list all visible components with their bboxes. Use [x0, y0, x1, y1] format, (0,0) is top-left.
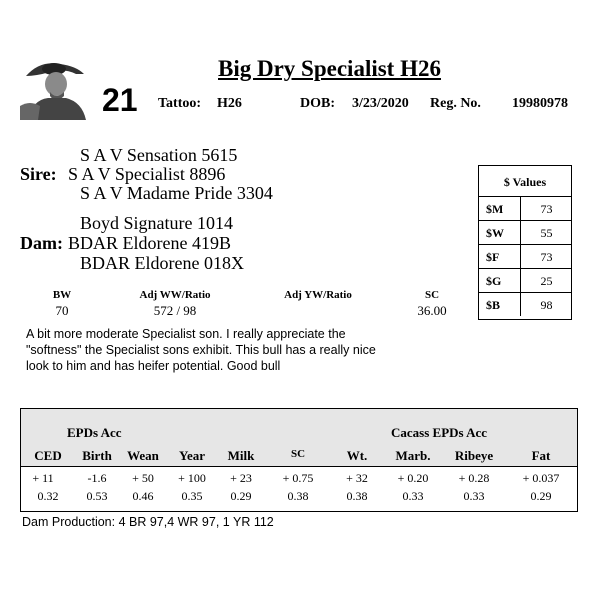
reg-value: 19980978: [512, 96, 568, 111]
epd-value: + 100: [178, 471, 206, 485]
epd-table: [20, 408, 578, 512]
sc-value: 36.00: [417, 303, 447, 318]
dob-label: DOB:: [300, 96, 335, 111]
tattoo-label: Tattoo:: [158, 96, 202, 111]
dollar-value: 73: [540, 250, 553, 264]
epd-group-label: EPDs Acc: [67, 425, 122, 440]
dollar-values-header: $ Values: [479, 166, 571, 197]
epd-value: + 0.037: [522, 471, 560, 485]
dam-sire: Boyd Signature 1014: [80, 213, 233, 233]
dam-production: Dam Production: 4 BR 97,4 WR 97, 1 YR 112: [22, 515, 274, 529]
dollar-value-row: [479, 221, 571, 245]
dob-value: 3/23/2020: [352, 96, 409, 111]
dollar-values-table: [478, 165, 572, 320]
epd-col-header: Fat: [531, 448, 551, 463]
epd-accuracy: 0.32: [37, 489, 59, 503]
lot-number: 21: [102, 82, 138, 118]
cowboy-photo: [20, 56, 90, 120]
dollar-value-key: $B: [479, 293, 521, 316]
sire-label: Sire:: [20, 164, 57, 184]
dollar-value-row: [479, 197, 571, 221]
dollar-value-key: $W: [479, 221, 521, 244]
sc-label: SC: [424, 289, 440, 301]
dollar-value: 73: [540, 202, 553, 216]
dam-dam: BDAR Eldorene 018X: [80, 253, 244, 273]
bull-description: A bit more moderate Specialist son. I really appreciate the "softness" the Specialist sons exhibit. This bull has a really nice look to him and has heifer potential. Good bull: [26, 327, 376, 373]
epd-accuracy: 0.53: [86, 489, 108, 503]
yw-label: Adj YW/Ratio: [284, 289, 352, 301]
epd-accuracy: 0.33: [463, 489, 485, 503]
sire-name: S A V Specialist 8896: [68, 164, 226, 184]
dam-label: Dam:: [20, 233, 63, 253]
carcass-epd-group-label: Cacass EPDs Acc: [391, 425, 488, 440]
epd-accuracy: 0.46: [132, 489, 154, 503]
epd-col-header: Milk: [227, 448, 255, 463]
dollar-value-key: $M: [479, 197, 521, 220]
epd-accuracy: 0.33: [402, 489, 424, 503]
bw-label: BW: [52, 289, 72, 301]
tattoo-value: H26: [217, 96, 242, 111]
dollar-value-row: [479, 293, 571, 316]
ww-label: Adj WW/Ratio: [139, 289, 211, 301]
epd-value: + 0.75: [282, 471, 314, 485]
epd-col-header: Marb.: [395, 448, 431, 463]
bull-name-title: Big Dry Specialist H26: [218, 56, 441, 81]
epd-accuracy: 0.35: [181, 489, 203, 503]
epd-value: + 11: [32, 471, 54, 485]
epd-col-header: Birth: [82, 448, 112, 463]
dollar-value-row: [479, 269, 571, 293]
reg-label: Reg. No.: [430, 96, 481, 111]
epd-value: + 32: [346, 471, 368, 485]
epd-col-header: Wt.: [346, 448, 368, 463]
dollar-value: 55: [540, 226, 553, 240]
epd-value: + 50: [132, 471, 154, 485]
epd-accuracy: 0.38: [346, 489, 368, 503]
epd-col-header: Ribeye: [454, 448, 494, 463]
dollar-value-key: $G: [479, 269, 521, 292]
dollar-value-row: [479, 245, 571, 269]
dollar-value-key: $F: [479, 245, 521, 268]
epd-accuracy: 0.29: [530, 489, 552, 503]
epd-value: + 0.28: [458, 471, 490, 485]
epd-col-header: SC: [290, 448, 306, 460]
ww-value: 572 / 98: [153, 303, 197, 318]
bw-value: 70: [55, 303, 69, 318]
sire-sire: S A V Sensation 5615: [80, 145, 238, 165]
epd-col-header: CED: [34, 448, 62, 463]
sire-dam: S A V Madame Pride 3304: [80, 183, 273, 203]
epd-col-header: Wean: [127, 448, 159, 463]
epd-value: + 23: [230, 471, 252, 485]
epd-value: + 0.20: [397, 471, 429, 485]
epd-col-header: Year: [179, 448, 205, 463]
dollar-value: 98: [540, 298, 553, 312]
epd-accuracy: 0.29: [230, 489, 252, 503]
epd-value: -1.6: [87, 471, 107, 485]
epd-accuracy: 0.38: [287, 489, 309, 503]
dam-name: BDAR Eldorene 419B: [68, 233, 231, 253]
dollar-value: 25: [540, 274, 553, 288]
